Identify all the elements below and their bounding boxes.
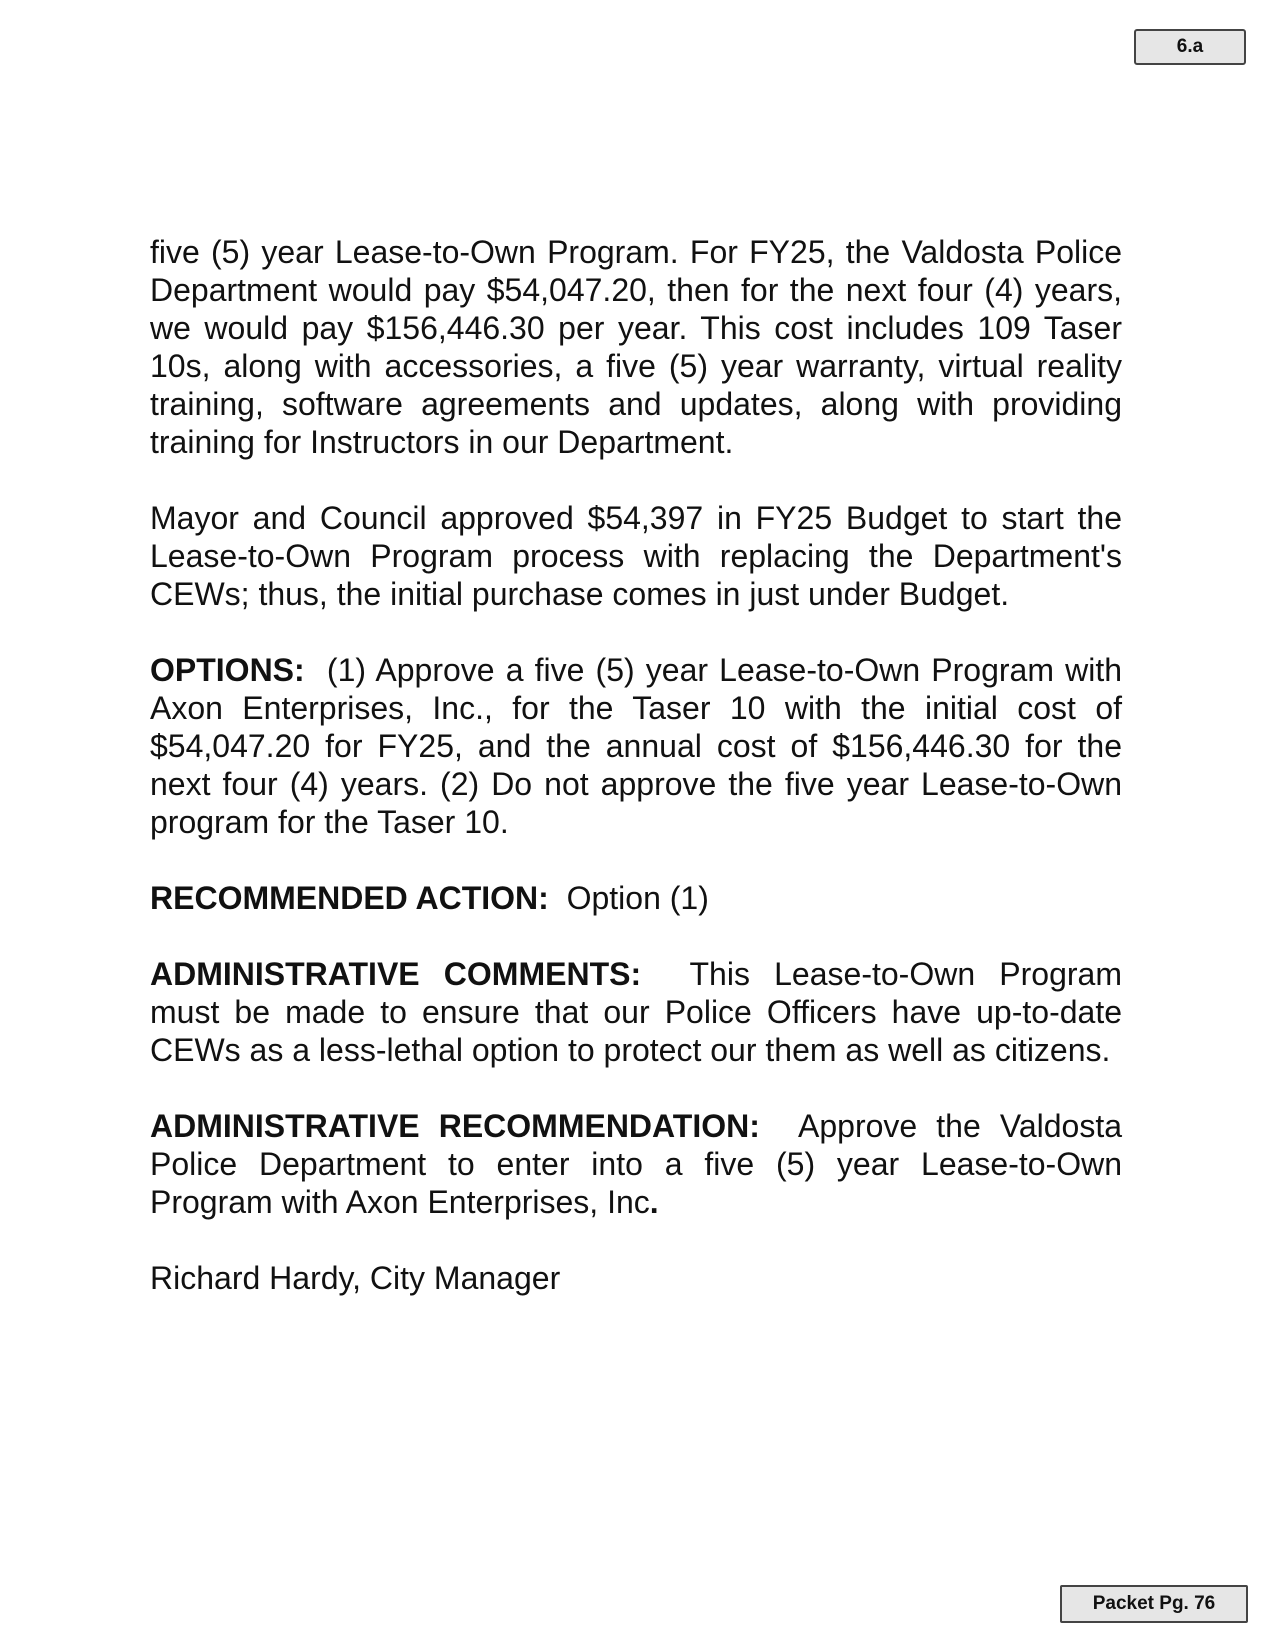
- recommended-action-section: [150, 879, 1122, 917]
- options-label: OPTIONS:: [150, 652, 305, 688]
- administrative-comments-label: ADMINISTRATIVE COMMENTS:: [150, 956, 642, 992]
- options-text: (1) Approve a five (5) year Lease-to-Own Program with Axon Enterprises, Inc., for the Taser 10 with the initial cost of $54,047.20 for FY25, and the annual cost of $156,446.30 for the next four (4) years. (2) Do not approve the five year Lease-to-Own program for the Taser 10.: [150, 652, 1122, 840]
- paragraph-budget-approval: Mayor and Council approved $54,397 in FY25 Budget to start the Lease-to-Own Program process with replacing the Department's CEWs; thus, the initial purchase comes in just under Budget.: [150, 500, 1122, 612]
- administrative-recommendation-label: ADMINISTRATIVE RECOMMENDATION:: [150, 1108, 760, 1144]
- recommended-action-text: Option (1): [566, 880, 709, 916]
- paragraph-cost-summary: five (5) year Lease-to-Own Program. For FY25, the Valdosta Police Department would pay $54,047.20, then for the next four (4) years, we would pay $156,446.30 per year. This cost includes 109 Taser 10s, along with accessories, a five (5) year warranty, virtual reality training, software agreements and updates, along with providing training for Instructors in our Department.: [150, 234, 1122, 460]
- administrative-recommendation-period: .: [649, 1184, 659, 1220]
- recommended-action-label: RECOMMENDED ACTION:: [150, 880, 549, 916]
- signature-line: Richard Hardy, City Manager: [150, 1260, 561, 1296]
- administrative-comments-text: This Lease-to-Own Program must be made to ensure that our Police Officers have up-to-date CEWs as a less-lethal option to protect our them as well as citizens.: [150, 956, 1123, 1068]
- administrative-recommendation-section: [150, 1107, 1122, 1221]
- options-section: [150, 651, 1122, 841]
- packet-page-badge: Packet Pg. 76: [1060, 1585, 1248, 1623]
- agenda-item-number-badge: 6.a: [1134, 29, 1246, 65]
- administrative-comments-section: [150, 955, 1122, 1069]
- memo-body: [150, 233, 1122, 1335]
- administrative-recommendation-text: Approve the Valdosta Police Department to enter into a five (5) year Lease-to-Own Program with Axon Enterprises, Inc: [150, 1108, 1122, 1220]
